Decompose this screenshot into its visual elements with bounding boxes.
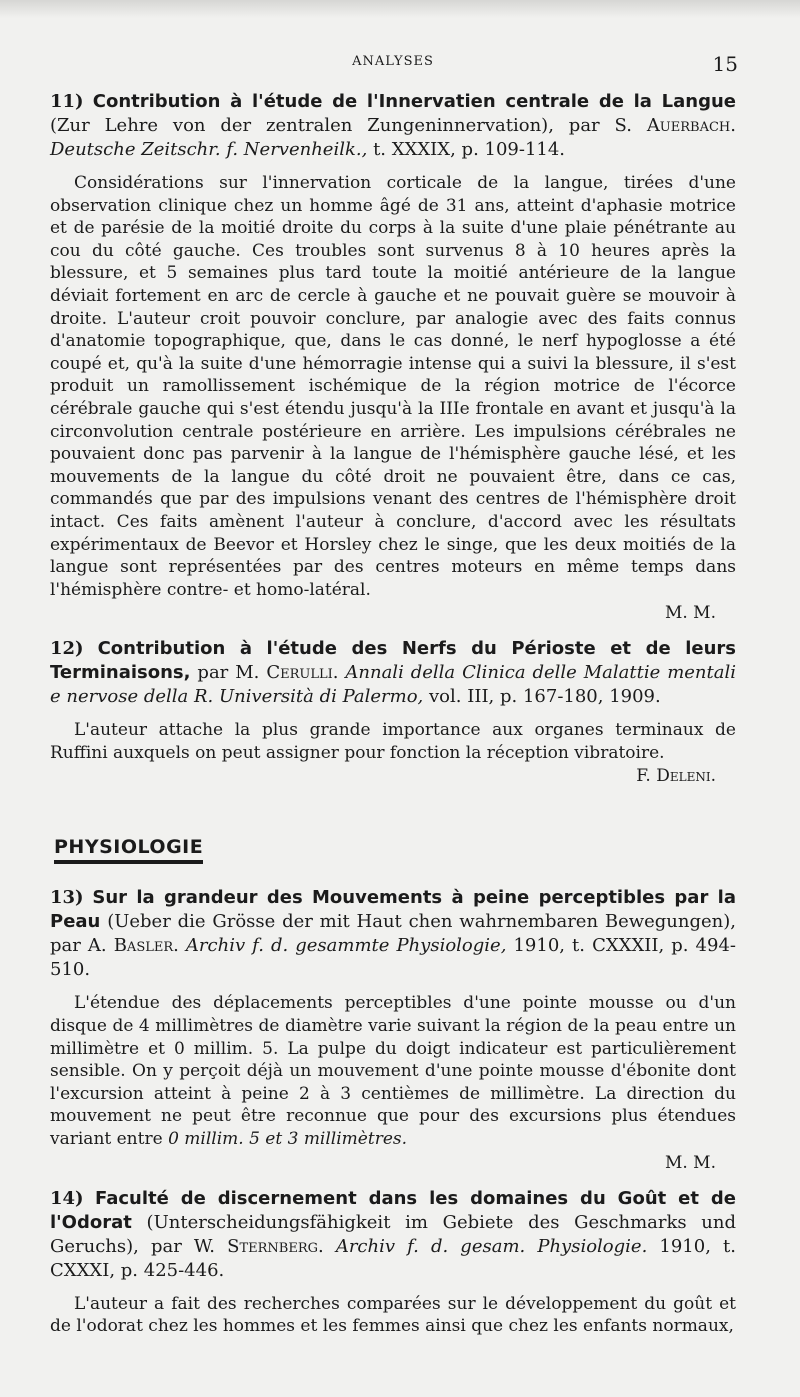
entry-reference: vol. III, p. 167-180, 1909. bbox=[429, 686, 661, 708]
entry-reference: 1910, t. CXXXII, p. 494-510. bbox=[50, 935, 736, 981]
entry-original-title: (Ueber die Grösse der mit Haut chen wahrnembaren Bewegungen), par A. bbox=[50, 911, 736, 957]
running-head bbox=[50, 52, 736, 74]
section-heading: PHYSIOLOGIE bbox=[54, 836, 203, 864]
analysis-entry-14 bbox=[50, 1187, 736, 1338]
entry-title: Contribution à l'étude des Nerfs du Périoste et de leurs Terminaisons, bbox=[50, 638, 736, 684]
entry-reference: t. XXXIX, p. 109-114. bbox=[373, 139, 566, 160]
entry-journal: Deutsche Zeitschr. f. Nervenheilk., bbox=[50, 139, 368, 160]
entry-signature: F. Deleni. bbox=[636, 766, 716, 787]
entry-number: 11) bbox=[50, 91, 84, 112]
entry-body-italic: 0 millim. 5 et 3 millimètres. bbox=[168, 1129, 408, 1150]
entry-number: 14) bbox=[50, 1187, 84, 1209]
analysis-entry-12 bbox=[50, 637, 736, 786]
entry-body-text: L'étendue des déplacements perceptibles d'une pointe mousse ou d'un disque de 4 millimètres de diamètre varie suivant la région de la peau entre un millimètre et 0 millim. 5. La pulpe du doigt indicateur est particulièrement sensible. On y perçoit déjà un mouvement d'une pointe mousse d'ébonite dont l'excursion atteint à peine 2 à 3 centièmes de millimètre. La direction du mouvement ne peut être reconnue que pour des excursions plus étendues variant entre bbox=[50, 993, 736, 1150]
entry-journal: Archiv f. d. gesammte Physiologie, bbox=[185, 935, 507, 957]
entry-number: 12) bbox=[50, 638, 84, 660]
entry-body bbox=[50, 992, 736, 1150]
entry-title: Faculté de discernement dans les domaines du Goût et de l'Odorat bbox=[50, 1187, 736, 1233]
analysis-entry-11 bbox=[50, 90, 736, 623]
entry-author: Auerbach. bbox=[646, 115, 736, 136]
entry-journal: Archiv f. d. gesam. Physiologie. bbox=[335, 1235, 648, 1257]
scan-shadow bbox=[0, 0, 800, 18]
entry-title: Contribution à l'étude de l'Innervatien centrale de la Langue bbox=[92, 91, 736, 112]
page-number: 15 bbox=[712, 52, 738, 76]
entry-original-title: par M. bbox=[197, 662, 260, 684]
entry-number: 13) bbox=[50, 887, 84, 909]
running-head-title: ANALYSES bbox=[352, 54, 434, 69]
entry-author: Cerulli. bbox=[266, 662, 339, 684]
entry-author: Basler. bbox=[113, 935, 179, 957]
analysis-entry-13 bbox=[50, 886, 736, 1172]
entry-journal: Annali della Clinica delle Malattie mentali e nervose della R. Università di Palermo, bbox=[50, 662, 736, 708]
entry-body: L'auteur a fait des recherches comparées sur le développement du goût et de l'odorat chez les hommes et les femmes ainsi que chez les enfants normaux, bbox=[50, 1293, 736, 1337]
entry-heading bbox=[50, 90, 736, 162]
entry-title: Sur la grandeur des Mouvements à peine perceptibles par la Peau bbox=[50, 887, 736, 933]
entry-heading bbox=[50, 637, 736, 709]
entry-body: L'auteur attache la plus grande importance aux organes terminaux de Ruffini auxquels on peut assigner pour fonction la réception vibratoire. bbox=[50, 720, 736, 763]
entry-reference: 1910, t. CXXXI, p. 425-446. bbox=[50, 1235, 736, 1281]
entry-heading bbox=[50, 886, 736, 982]
entry-author: Sternberg. bbox=[227, 1235, 324, 1257]
entry-body: Considérations sur l'innervation corticale de la langue, tirées d'une observation clinique chez un homme âgé de 31 ans, atteint d'aphasie motrice et de parésie de la moitié droite du corps à la suite d'une plaie pénétrante au cou du côté gauche. Ces troubles sont survenus 8 à 10 heures après la blessure, et 5 semaines plus tard toute la moitié antérieure de la langue déviait fortement en arc de cercle à gauche et ne pouvait guère se mouvoir à droite. L'auteur croit pouvoir conclure, par analogie avec des faits connus d'anatomie topographique, que, dans le cas donné, le nerf hypoglosse a été coupé et, qu'à la suite d'une hémorragie intense qui a suivi la blessure, il s'est produit un ramollissement ischémique de la région motrice de l'écorce cérébrale gauche qui s'est étendu jusqu'à la IIIe frontale en avant et jusqu'à la circonvolution centrale postérieure en arrière. Les impulsions cérébrales ne pouvaient donc pas parvenir à la langue de l'hémisphère gauche lésé, et les mouvements de la langue du côté droit ne pouvaient être, dans ce cas, commandés que par des impulsions venant des centres de l'hémisphère droit intact. Ces faits amènent l'auteur à conclure, d'accord avec les résultats expérimentaux de Beevor et Horsley chez le singe, que les deux moitiés de la langue sont représentées par des centres moteurs en même temps dans l'hémisphère contre- et homo-latéral. bbox=[50, 173, 736, 600]
entry-signature: M. M. bbox=[664, 603, 716, 624]
entry-original-title: (Zur Lehre von der zentralen Zungeninnervation), par S. bbox=[50, 115, 632, 136]
entry-signature: M. M. bbox=[664, 1152, 716, 1173]
entry-original-title: (Unterscheidungsfähigkeit im Gebiete des Geschmarks und Geruchs), par W. bbox=[50, 1211, 736, 1257]
entry-heading bbox=[50, 1187, 736, 1283]
